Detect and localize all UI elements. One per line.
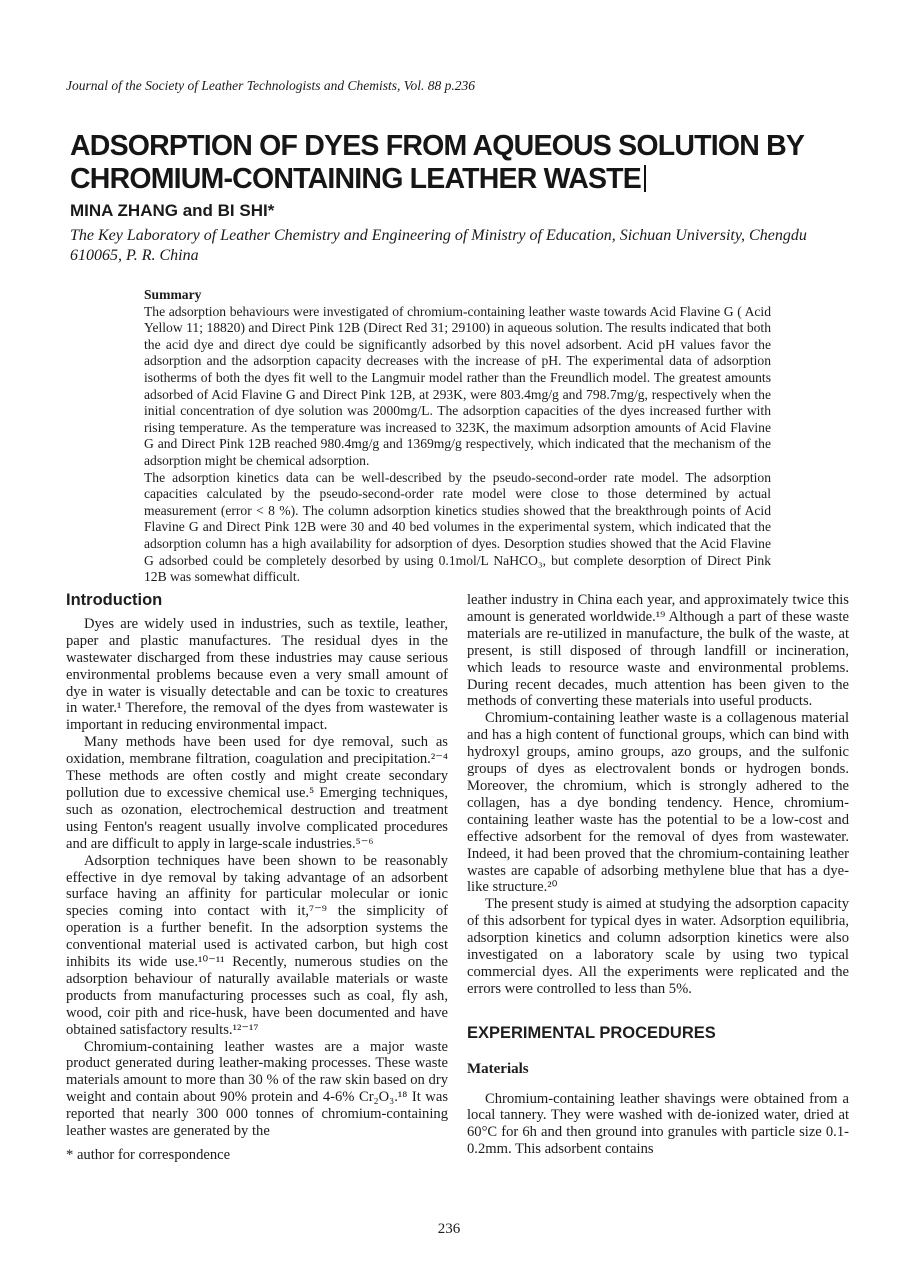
introduction-paragraph-1: Dyes are widely used in industries, such as textile, leather, paper and plastic manufactures. The residual dyes in the wastewater discharged from these industries may cause serious environmental problems because even a very small amount of dye in water is visually detectable and can be toxic to creatures in water.¹ Therefore, the removal of the dyes from wastewater is important in reducing environmental impact. bbox=[66, 615, 448, 734]
body-paragraph-3: The present study is aimed at studying the adsorption capacity of this adsorbent for typical dyes in water. Adsorption equilibria, adsorption kinetics and column adsorption kinetics were also investigated on a laboratory scale by using two typical commercial dyes. All the experiments were replicated and the errors were controlled to less than 5%. bbox=[467, 896, 849, 997]
text-cursor bbox=[644, 165, 646, 192]
title-line-2-text: CHROMIUM-CONTAINING LEATHER WASTE bbox=[70, 163, 642, 195]
experimental-procedures-heading: EXPERIMENTAL PROCEDURES bbox=[467, 1023, 716, 1042]
summary-paragraph-1: The adsorption behaviours were investigated of chromium-containing leather waste towards Acid Flavine G ( Acid Yellow 11; 18820) and Direct Pink 12B (Direct Red 31; 29100) in aqueous solution. The results indicated that both the acid dye and direct dye could be significantly adsorbed by this novel adsorbent. Acid pH values favor the adsorption and the adsorption capacity decreases with the increase of pH. The experimental data of adsorption isotherms of both the dyes fit well to the Langmuir model rather than the Freundlich model. The greatest amounts adsorbed of Acid Flavine G and Direct Pink 12B, at 293K, were 803.4mg/g and 798.7mg/g, respectively when the initial concentration of dye solution was 2000mg/L. The adsorption capacities of the dyes increased further with rising temperature. As the temperature was increased to 323K, the maximum adsorption amounts of Acid Flavine G and Direct Pink 12B reached 980.4mg/g and 1369mg/g respectively, which indicated that the mechanism of the adsorption might be chemical adsorption. bbox=[144, 303, 771, 468]
body-paragraph-2: Chromium-containing leather waste is a collagenous material and has a high content of functional groups, which can bind with hydroxyl groups, amino groups, azo groups, and the sulfonic groups of dyes as electrovalent bonds or hydrogen bonds. Moreover, the chromium, which is strongly adhered to the collagen, has a dye bonding tendency. Hence, chromium-containing leather waste has the potential to be a low-cost and effective adsorbent for the removal of dyes from wastewater. Indeed, it had been proved that the chromium-containing leather wastes are capable of adsorbing methylene blue that has a dye-like structure.²⁰ bbox=[467, 710, 849, 896]
journal-header-line: Journal of the Society of Leather Technologists and Chemists, Vol. 88 p.236 bbox=[66, 78, 475, 93]
introduction-heading: Introduction bbox=[66, 591, 163, 609]
body-paragraph-continuation: leather industry in China each year, and approximately twice this amount is generated worldwide.¹⁹ Although a part of these waste materials are re-utilized in manufacture, the bulk of the waste, at present, is still disposed of through landfill or incineration, which leads to resource waste and environmental problems. During recent decades, much attention has been given to the methods of converting these materials into useful products. bbox=[467, 592, 849, 710]
summary-heading: Summary bbox=[144, 287, 202, 302]
title-line-1-text: ADSORPTION OF DYES FROM AQUEOUS SOLUTION BY bbox=[70, 130, 805, 162]
authors-line: MINA ZHANG and BI SHI* bbox=[70, 201, 275, 220]
correspondence-footnote: * author for correspondence bbox=[66, 1147, 231, 1163]
summary-section bbox=[144, 287, 771, 586]
summary-paragraph-2: The adsorption kinetics data can be well-described by the pseudo-second-order rate model. The adsorption capacities calculated by the pseudo-second-order rate model were close to those determined by actual measurement (error < 8 %). The column adsorption kinetics studies showed that the breakthrough points of Acid Flavine G and Direct Pink 12B were 30 and 40 bed volumes in the experimental system, which indicated that the adsorption column has a high availability for adsorption of dyes. Desorption studies showed that the Acid Flavine G adsorbed could be completely desorbed by using 0.1mol/L NaHCO₃, but complete desorption of Direct Pink 12B was somewhat difficult. bbox=[144, 469, 771, 585]
title-line-2 bbox=[70, 163, 804, 196]
introduction-paragraph-3: Adsorption techniques have been shown to be reasonably effective in dye removal by taking advantage of an adsorbent surface having an affinity for particular molecular or ionic species coming into contact with it,⁷⁻⁹ the simplicity of operation is a further benefit. In the adsorption systems the conventional material used is activated carbon, but high cost inhibits its wide use.¹⁰⁻¹¹ Recently, numerous studies on the adsorption behaviour of naturally available materials or waste products from manufacturing processes such as coal, fly ash, wood, coir pith and rice-husk, have been documented and have obtained satisfactory results.¹²⁻¹⁷ bbox=[66, 852, 448, 1038]
page-number: 236 bbox=[437, 1221, 461, 1237]
left-column bbox=[66, 592, 448, 1164]
title-line-1 bbox=[70, 130, 804, 163]
body-columns bbox=[66, 592, 849, 1164]
right-column bbox=[467, 592, 849, 1164]
materials-paragraph: Chromium-containing leather shavings were obtained from a local tannery. They were washed with de-ionized water, dried at 60°C for 6h and then ground into granules with particle size 0.1-0.2mm. This adsorbent contains bbox=[467, 1090, 849, 1158]
introduction-paragraph-2: Many methods have been used for dye removal, such as oxidation, membrane filtration, coagulation and precipitation.²⁻⁴ These methods are often costly and might create secondary pollution due to excessive chemical use.⁵ Emerging techniques, such as ozonation, electrochemical destruction and treatment using Fenton's reagent usually involve complicated procedures and are difficult to apply in large-scale industries.⁵⁻⁶ bbox=[66, 734, 448, 852]
introduction-paragraph-4: Chromium-containing leather wastes are a major waste product generated during leather-making processes. These waste materials amount to more than 30 % of the raw skin based on dry weight and contain about 90% protein and 4-6% Cr₂O₃.¹⁸ It was reported that nearly 300 000 tonnes of chromium-containing leather wastes are generated by the bbox=[66, 1038, 448, 1140]
affiliation-line: The Key Laboratory of Leather Chemistry and Engineering of Ministry of Education, Sichuan University, Chengdu 610065, P. R. China bbox=[70, 227, 807, 264]
paper-title bbox=[70, 130, 804, 196]
materials-heading: Materials bbox=[467, 1060, 529, 1077]
